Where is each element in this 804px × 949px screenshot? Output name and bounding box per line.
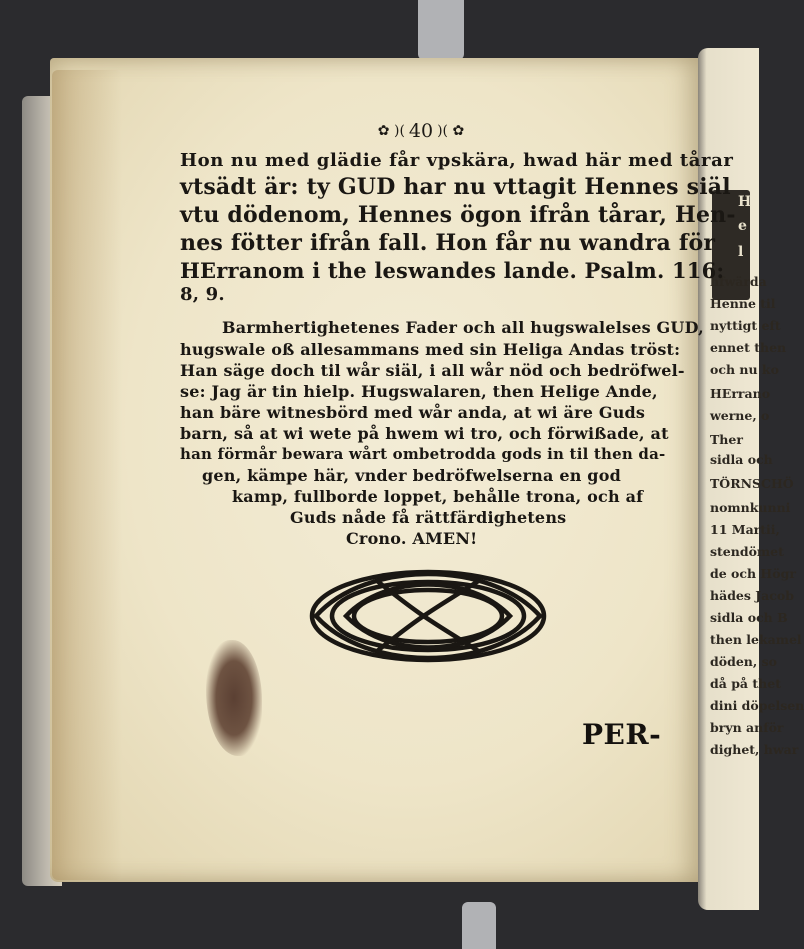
text-line: vtsädt är: ty GUD har nu vttagit Hennes siäl <box>180 174 731 200</box>
text-line: barn, så at wi wete på hwem wi tro, och förwißade, at <box>180 424 669 443</box>
facing-page-line: hfwärda <box>710 274 767 289</box>
flower-ornament-right-icon: )( ✿ <box>437 123 465 139</box>
facing-page-line: dighet, hwar <box>710 742 799 757</box>
page-stain <box>52 70 122 880</box>
scanner-clip-top <box>418 0 464 60</box>
facing-page-line: e <box>738 218 747 234</box>
text-line: han förmår bewara wårt ombetrodda gods in til then da- <box>180 445 666 463</box>
facing-page-line: werne, o <box>710 408 770 423</box>
facing-page-line: ennet then <box>710 340 787 355</box>
text-line: Barmhertighetenes Fader och all hugswalelses GUD, <box>222 318 704 337</box>
text-line: Hon nu med glädie får vpskära, hwad här med tårar <box>180 150 734 171</box>
catchword: PER- <box>582 718 662 751</box>
facing-page-line: 11 Martii, <box>710 522 780 537</box>
text-line: hugswale oß allesammans med sin Heliga Andas tröst: <box>180 340 681 359</box>
facing-page-line: l <box>738 244 744 260</box>
facing-page-line: sidla och B <box>710 610 788 625</box>
facing-page-line: H <box>738 194 752 210</box>
facing-page-line: nyttigt eft <box>710 318 781 333</box>
facing-page-line: sidla och <box>710 452 773 467</box>
facing-page-line: dini döpelsen <box>710 698 804 713</box>
text-line: han bäre witnesbörd med wår anda, at wi äre Guds <box>180 403 646 422</box>
facing-page-line: döden, so <box>710 654 777 669</box>
text-line: nes fötter ifrån fall. Hon får nu wandra för <box>180 230 716 256</box>
facing-page-line: nomnkunni <box>710 500 791 515</box>
text-line: HErranom i the leswandes lande. Psalm. 116: <box>180 258 725 283</box>
facing-page-line: och nu ko <box>710 362 779 377</box>
facing-page-line: då på thet <box>710 676 781 691</box>
page-header <box>356 118 486 144</box>
facing-page-line: then lekamel <box>710 632 802 647</box>
text-line: Han säge doch til wår siäl, i all wår nöd och bedröfwel- <box>180 361 685 380</box>
text-line: Crono. AMEN! <box>346 529 478 548</box>
calligraphic-flourish-icon <box>306 560 550 672</box>
facing-page-line: bryn anför <box>710 720 784 735</box>
facing-page-line: stendömet <box>710 544 784 559</box>
text-line: se: Jag är tin hielp. Hugswalaren, then Helige Ande, <box>180 382 658 401</box>
facing-page-line: de och Högr <box>710 566 796 581</box>
facing-page-line: TÖRNSCHÖ <box>710 476 794 491</box>
text-line: vtu dödenom, Hennes ögon ifrån tårar, Hen- <box>180 202 736 228</box>
facing-page-line: hädes Jacob <box>710 588 794 603</box>
facing-page-line: HErrano <box>710 386 771 401</box>
facing-page-line: Henne til <box>710 296 776 311</box>
text-line: gen, kämpe här, vnder bedröfwelserna en god <box>202 466 621 485</box>
text-line: kamp, fullborde loppet, behålle trona, och af <box>232 487 644 506</box>
page-number: 40 <box>408 120 434 142</box>
text-line: Guds nåde få rättfärdighetens <box>290 508 567 527</box>
text-line: 8, 9. <box>180 284 225 305</box>
facing-page-line: Ther <box>710 432 743 447</box>
scanner-clip-bottom <box>462 902 496 949</box>
flower-ornament-left-icon: ✿ )( <box>377 123 405 139</box>
